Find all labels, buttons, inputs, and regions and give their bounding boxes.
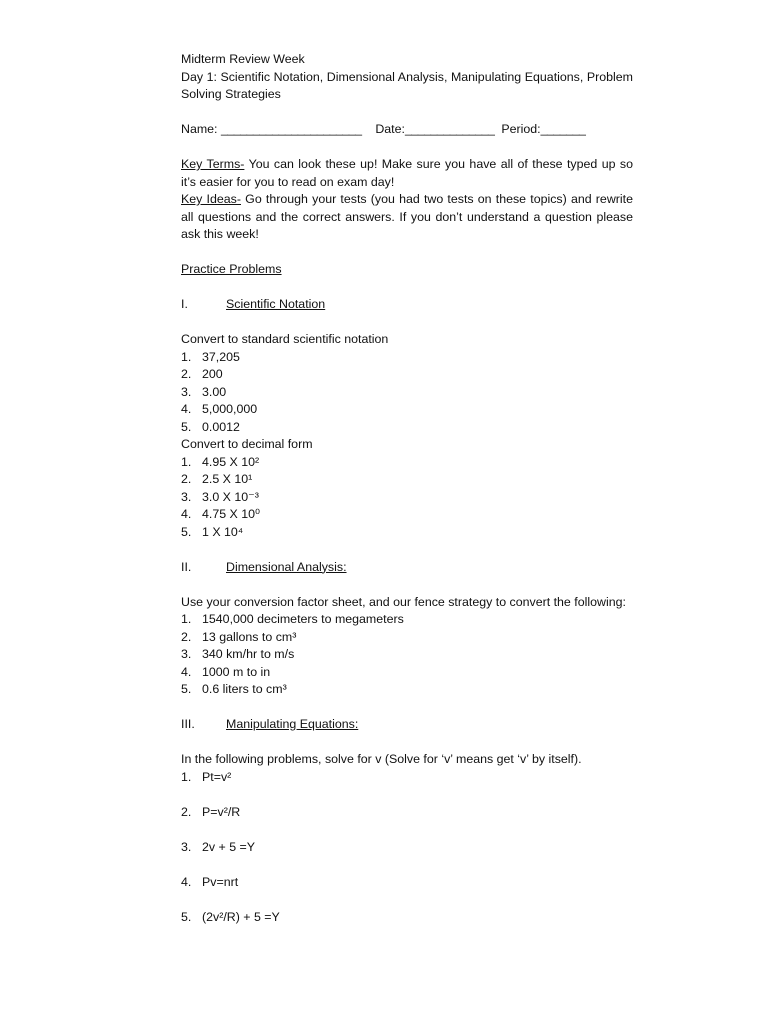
date-blank: ______________ xyxy=(404,122,495,136)
section-title: Manipulating Equations: xyxy=(226,717,359,731)
list-item: 4. 5,000,000 xyxy=(181,402,258,416)
worksheet-title: Midterm Review Week xyxy=(181,52,305,66)
list-item: 5. 1 X 10⁴ xyxy=(181,524,244,539)
date-label: Date: xyxy=(375,122,405,136)
section-numeral: II. xyxy=(181,559,192,574)
decimal-form-list xyxy=(181,454,633,542)
list-item: 2. P=v²/R xyxy=(181,804,241,819)
manipulating-equations-instructions: In the following problems, solve for v (Solve for ‘v’ means get ‘v’ by itself). xyxy=(181,752,582,766)
list-item: 5. 0.6 liters to cm³ xyxy=(181,682,287,696)
list-item: 2. 2.5 X 10¹ xyxy=(181,472,253,486)
practice-problems-heading: Practice Problems xyxy=(181,262,282,276)
list-item: 1. 4.95 X 10² xyxy=(181,454,260,469)
list-item: 3. 340 km/hr to m/s xyxy=(181,647,295,661)
list-item: 3. 3.00 xyxy=(181,384,227,399)
list-item: 1. 1540,000 decimeters to megameters xyxy=(181,612,404,626)
section-numeral: III. xyxy=(181,717,195,731)
list-item: 2. 13 gallons to cm³ xyxy=(181,629,297,644)
section-scientific-notation-heading xyxy=(181,296,633,314)
name-blank: ______________________ xyxy=(220,122,362,136)
list-item: 5. 0.0012 xyxy=(181,419,240,434)
student-info-line xyxy=(181,121,633,139)
section-numeral: I. xyxy=(181,297,188,311)
name-label: Name: xyxy=(181,122,218,136)
subheading-decimal-form: Convert to decimal form xyxy=(181,437,313,451)
list-item: 1. Pt=v² xyxy=(181,769,232,784)
list-item: 3. 2v + 5 =Y xyxy=(181,839,256,854)
subheading-standard-notation: Convert to standard scientific notation xyxy=(181,332,389,346)
list-item: 2. 200 xyxy=(181,367,223,381)
manipulating-equations-list xyxy=(181,769,633,927)
worksheet-page xyxy=(181,51,633,926)
day-topics: Day 1: Scientific Notation, Dimensional Analysis, Manipulating Equations, Problem Solving Strategies xyxy=(181,69,633,101)
key-terms-label: Key Terms- xyxy=(181,157,245,171)
list-item: 4. 1000 m to in xyxy=(181,664,271,679)
list-item: 1. 37,205 xyxy=(181,349,240,364)
key-ideas-label: Key Ideas- xyxy=(181,192,241,206)
period-label: Period: xyxy=(501,122,541,136)
key-ideas-text: Go through your tests (you had two tests on these topics) and rewrite all questions and the correct answers. If you don’t understand a question please ask this week! xyxy=(181,192,633,241)
section-title: Dimensional Analysis: xyxy=(226,559,347,574)
list-item: 4. Pv=nrt xyxy=(181,874,239,889)
key-ideas-paragraph xyxy=(181,191,633,244)
dimensional-analysis-list xyxy=(181,611,633,699)
list-item: 4. 4.75 X 10⁰ xyxy=(181,507,261,521)
key-terms-text: You can look these up! Make sure you have all of these typed up so it’s easier for you to read on exam day! xyxy=(181,157,633,189)
section-manipulating-equations-heading xyxy=(181,716,633,734)
dimensional-analysis-instructions: Use your conversion factor sheet, and our fence strategy to convert the following: xyxy=(181,594,626,609)
section-title: Scientific Notation xyxy=(226,297,326,311)
period-blank: _______ xyxy=(540,122,586,136)
section-dimensional-analysis-heading xyxy=(181,559,633,577)
key-terms-paragraph xyxy=(181,156,633,191)
list-item: 3. 3.0 X 10⁻³ xyxy=(181,489,259,504)
list-item: 5. (2v²/R) + 5 =Y xyxy=(181,909,280,924)
standard-notation-list xyxy=(181,349,633,437)
